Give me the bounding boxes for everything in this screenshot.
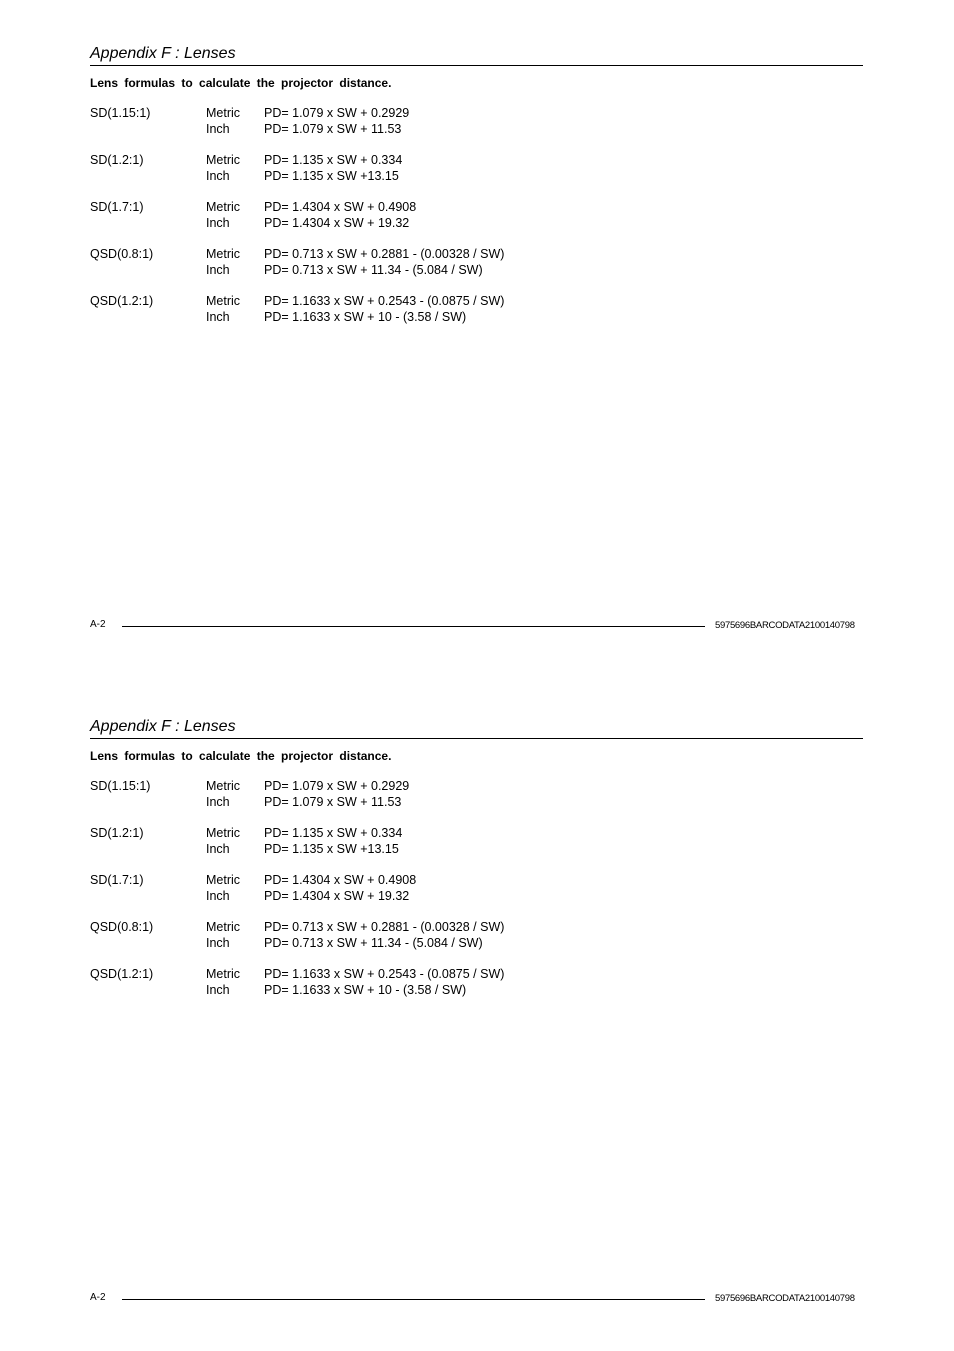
document-page-2	[0, 673, 954, 1345]
lens-name: QSD(0.8:1)	[90, 920, 154, 934]
header-divider	[90, 738, 863, 739]
inch-label: Inch	[206, 889, 230, 903]
lens-entry	[90, 919, 690, 950]
lens-entry	[90, 105, 690, 136]
lens-entry	[90, 152, 690, 183]
metric-formula: PD= 1.1633 x SW + 0.2543 - (0.0875 / SW)	[264, 967, 505, 981]
metric-formula: PD= 1.4304 x SW + 0.4908	[264, 200, 417, 214]
inch-formula: PD= 1.4304 x SW + 19.32	[264, 216, 410, 230]
metric-label: Metric	[206, 873, 241, 887]
lens-name: SD(1.2:1)	[90, 153, 144, 167]
lens-entry	[90, 966, 690, 997]
inch-formula: PD= 1.079 x SW + 11.53	[264, 795, 402, 809]
footer-page-number: A-2	[90, 619, 106, 630]
metric-label: Metric	[206, 294, 241, 308]
metric-formula: PD= 1.079 x SW + 0.2929	[264, 106, 410, 120]
lens-entry	[90, 778, 690, 809]
metric-formula: PD= 1.135 x SW + 0.334	[264, 826, 403, 840]
footer-document-code: 5975696BARCODATA2100140798	[715, 620, 855, 631]
lens-entry	[90, 872, 690, 903]
lens-entry	[90, 199, 690, 230]
metric-label: Metric	[206, 200, 241, 214]
lens-name: QSD(1.2:1)	[90, 967, 154, 981]
metric-label: Metric	[206, 779, 241, 793]
metric-label: Metric	[206, 967, 241, 981]
inch-formula: PD= 1.079 x SW + 11.53	[264, 122, 402, 136]
metric-formula: PD= 1.1633 x SW + 0.2543 - (0.0875 / SW)	[264, 294, 505, 308]
metric-formula: PD= 1.079 x SW + 0.2929	[264, 779, 410, 793]
intro-text: Lens formulas to calculate the projector distance.	[90, 749, 392, 763]
inch-formula: PD= 1.1633 x SW + 10 - (3.58 / SW)	[264, 983, 467, 997]
lens-name: QSD(1.2:1)	[90, 294, 154, 308]
inch-formula: PD= 1.135 x SW +13.15	[264, 842, 399, 856]
inch-formula: PD= 1.1633 x SW + 10 - (3.58 / SW)	[264, 310, 467, 324]
document-page-1	[0, 0, 954, 672]
inch-formula: PD= 1.4304 x SW + 19.32	[264, 889, 410, 903]
inch-label: Inch	[206, 310, 230, 324]
metric-label: Metric	[206, 153, 241, 167]
inch-label: Inch	[206, 216, 230, 230]
lens-name: SD(1.2:1)	[90, 826, 144, 840]
lens-name: SD(1.7:1)	[90, 200, 144, 214]
lens-name: QSD(0.8:1)	[90, 247, 154, 261]
inch-label: Inch	[206, 936, 230, 950]
lens-entry	[90, 293, 690, 324]
header-divider	[90, 65, 863, 66]
metric-label: Metric	[206, 826, 241, 840]
inch-formula: PD= 0.713 x SW + 11.34 - (5.084 / SW)	[264, 936, 483, 950]
inch-label: Inch	[206, 169, 230, 183]
inch-label: Inch	[206, 263, 230, 277]
inch-label: Inch	[206, 983, 230, 997]
intro-text: Lens formulas to calculate the projector distance.	[90, 76, 392, 90]
lens-name: SD(1.15:1)	[90, 779, 151, 793]
metric-label: Metric	[206, 247, 241, 261]
lens-entry	[90, 825, 690, 856]
inch-formula: PD= 1.135 x SW +13.15	[264, 169, 399, 183]
metric-label: Metric	[206, 920, 241, 934]
lens-formula-list	[90, 105, 690, 340]
footer-page-number: A-2	[90, 1292, 106, 1303]
inch-label: Inch	[206, 122, 230, 136]
metric-formula: PD= 0.713 x SW + 0.2881 - (0.00328 / SW)	[264, 247, 505, 261]
metric-formula: PD= 0.713 x SW + 0.2881 - (0.00328 / SW)	[264, 920, 505, 934]
inch-formula: PD= 0.713 x SW + 11.34 - (5.084 / SW)	[264, 263, 483, 277]
lens-name: SD(1.7:1)	[90, 873, 144, 887]
footer-divider	[122, 1299, 705, 1300]
metric-formula: PD= 1.4304 x SW + 0.4908	[264, 873, 417, 887]
section-title: Appendix F : Lenses	[90, 718, 236, 735]
lens-formula-list	[90, 778, 690, 1013]
lens-entry	[90, 246, 690, 277]
metric-label: Metric	[206, 106, 241, 120]
footer-divider	[122, 626, 705, 627]
section-title: Appendix F : Lenses	[90, 45, 236, 62]
footer-document-code: 5975696BARCODATA2100140798	[715, 1293, 855, 1304]
metric-formula: PD= 1.135 x SW + 0.334	[264, 153, 403, 167]
inch-label: Inch	[206, 842, 230, 856]
lens-name: SD(1.15:1)	[90, 106, 151, 120]
inch-label: Inch	[206, 795, 230, 809]
